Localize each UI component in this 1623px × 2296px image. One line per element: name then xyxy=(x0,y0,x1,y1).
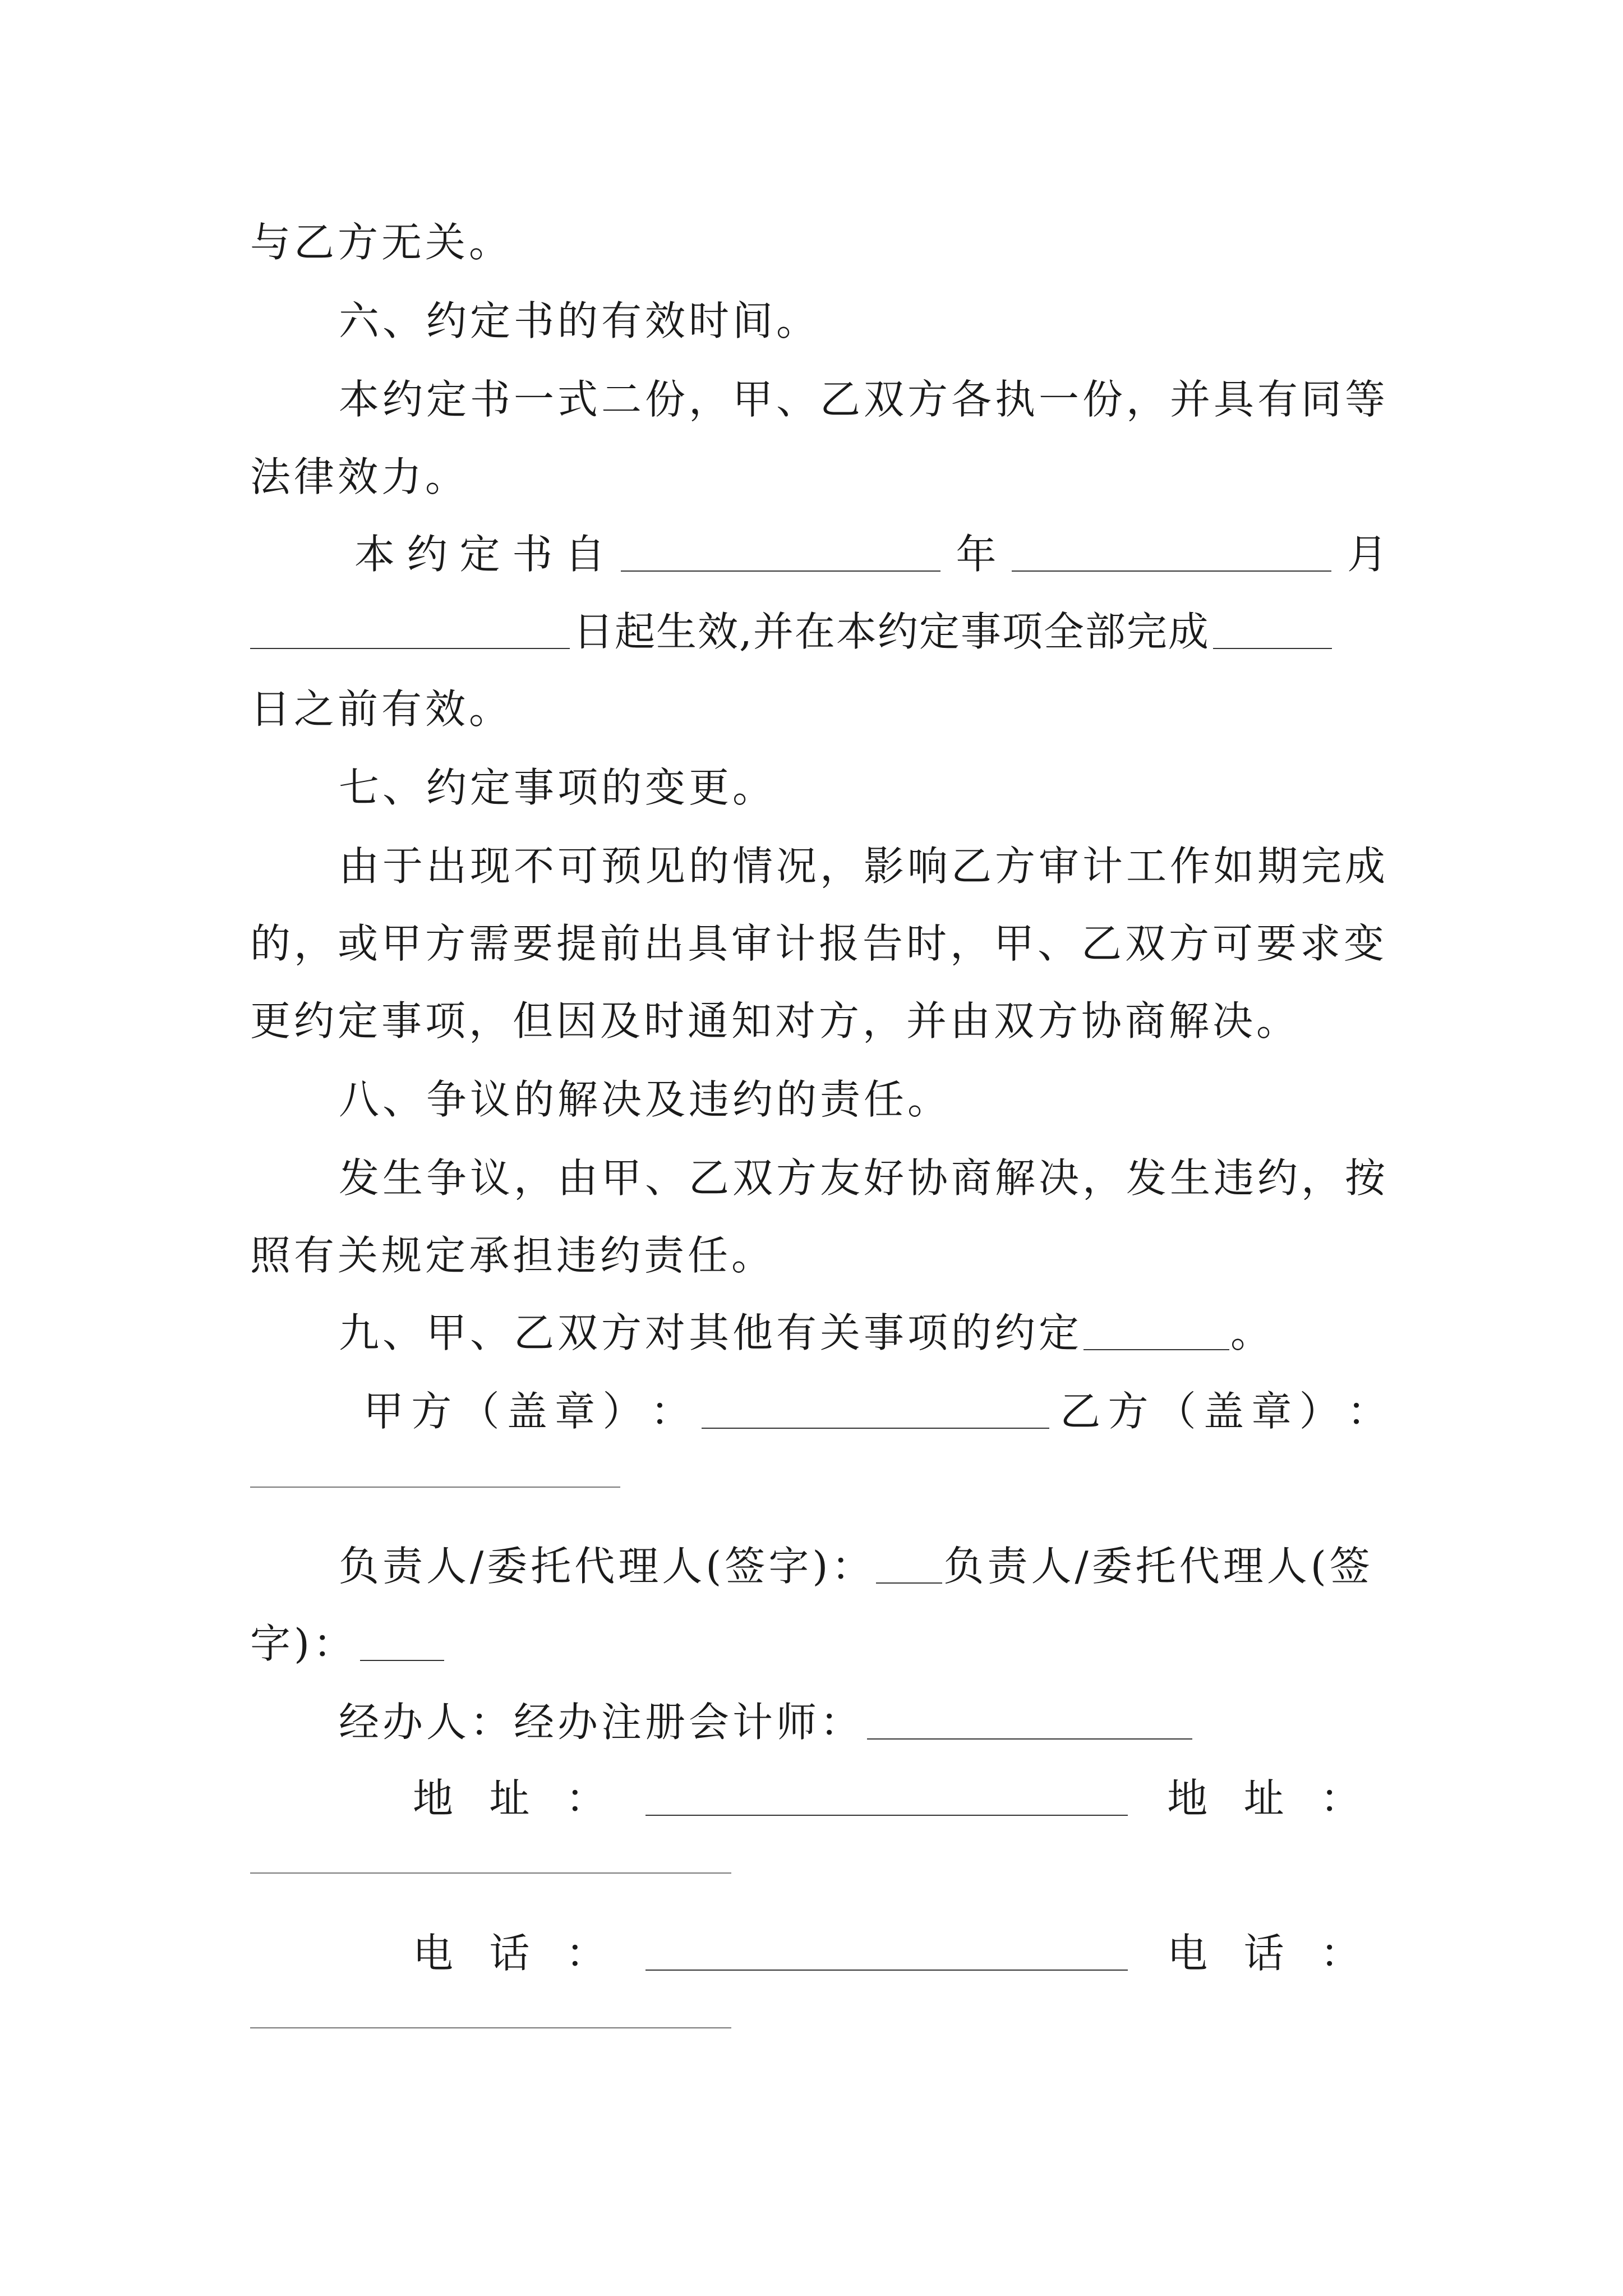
effective-date-line xyxy=(354,526,1387,582)
section-7-title: 七、约定事项的变更。 xyxy=(339,764,777,811)
end-day-blank[interactable] xyxy=(1213,647,1332,649)
paragraph-line: 由于出现不可预见的情况，影响乙方审计工作如期完成 xyxy=(339,843,1389,890)
char: 章 xyxy=(1251,1388,1292,1435)
char: ） xyxy=(1299,1388,1340,1435)
phone-a-blank[interactable] xyxy=(645,1968,1128,1971)
day-blank[interactable] xyxy=(250,647,570,649)
char: 方 xyxy=(411,1388,452,1435)
paragraph-line: 本约定书一式二份，甲、乙双方各执一份，并具有同等 xyxy=(339,376,1389,423)
section-9-line xyxy=(339,1305,1387,1361)
char: 话 xyxy=(489,1930,530,1977)
rep-tail: 字)： xyxy=(250,1620,357,1667)
char: （ xyxy=(1155,1388,1196,1435)
rep-right: 负责人/委托代理人(签 xyxy=(943,1543,1373,1590)
year-blank[interactable] xyxy=(621,569,940,572)
address-a-blank[interactable] xyxy=(645,1814,1128,1816)
char: 方 xyxy=(1108,1388,1149,1435)
representative-line-cont xyxy=(250,1616,1387,1672)
paragraph-line: 与乙方无关。 xyxy=(250,219,513,266)
paragraph-line: 的，或甲方需要提前出具审计报告时，甲、乙双方可要求变 xyxy=(250,920,1388,967)
char: 话 xyxy=(1243,1930,1284,1977)
char: ： xyxy=(565,1775,606,1822)
char: 电 xyxy=(1167,1930,1208,1977)
effective-day-line xyxy=(250,604,1387,660)
char: ： xyxy=(1320,1775,1361,1822)
char: （ xyxy=(459,1388,500,1435)
month-blank[interactable] xyxy=(1012,569,1331,572)
char: 盖 xyxy=(506,1388,547,1435)
party-b-seal-blank[interactable] xyxy=(250,1487,620,1488)
day-text: 日起生效,并在本约定事项全部完成 xyxy=(573,608,1210,655)
char: 址 xyxy=(1243,1775,1284,1822)
section-6-title: 六、约定书的有效时间。 xyxy=(339,297,820,344)
rep-left: 负责人/委托代理人(签字)： xyxy=(339,1543,875,1590)
signature-line xyxy=(363,1383,1387,1439)
char: 址 xyxy=(489,1775,530,1822)
section-8-title: 八、争议的解决及违约的责任。 xyxy=(339,1076,952,1123)
char: 乙 xyxy=(1060,1388,1101,1435)
handler-label: 经办人：经办注册会计师： xyxy=(339,1699,864,1746)
char: 书 xyxy=(512,531,553,578)
char: 章 xyxy=(555,1388,596,1435)
char: 地 xyxy=(1167,1775,1208,1822)
other-matters-blank[interactable] xyxy=(1083,1348,1229,1350)
char: 自 xyxy=(565,531,606,578)
handler-line xyxy=(339,1694,1387,1750)
year-label: 年 xyxy=(956,531,997,578)
paragraph-line: 发生争议，由甲、乙双方友好协商解决，发生违约，按 xyxy=(339,1154,1389,1202)
address-b-blank[interactable] xyxy=(250,1872,731,1874)
period: 。 xyxy=(1230,1309,1275,1356)
char: ： xyxy=(650,1388,691,1435)
char: 盖 xyxy=(1204,1388,1244,1435)
char: 定 xyxy=(459,531,500,578)
paragraph-line: 更约定事项，但因及时通知对方，并由双方协商解决。 xyxy=(250,997,1301,1045)
rep-b-blank[interactable] xyxy=(360,1659,444,1661)
address-line xyxy=(413,1770,1361,1826)
paragraph-line: 法律效力。 xyxy=(250,453,469,500)
phone-line xyxy=(413,1925,1361,1981)
paragraph-line: 照有关规定承担违约责任。 xyxy=(250,1232,776,1279)
char: ： xyxy=(565,1930,606,1977)
char: ） xyxy=(602,1388,643,1435)
paragraph-line: 日之前有效。 xyxy=(250,685,513,733)
representative-line xyxy=(339,1538,1387,1594)
char: ： xyxy=(1320,1930,1361,1977)
phone-b-blank[interactable] xyxy=(250,2027,731,2028)
char: 电 xyxy=(413,1930,454,1977)
section-9-text: 九、甲、乙双方对其他有关事项的约定 xyxy=(339,1309,1083,1356)
char: 地 xyxy=(413,1775,454,1822)
char: 甲 xyxy=(363,1388,404,1435)
char: 本 xyxy=(354,531,395,578)
month-label: 月 xyxy=(1347,531,1387,578)
party-a-seal-blank[interactable] xyxy=(702,1427,1049,1429)
char: ： xyxy=(1347,1388,1387,1435)
char: 约 xyxy=(407,531,448,578)
rep-a-blank[interactable] xyxy=(876,1581,942,1584)
handler-blank[interactable] xyxy=(867,1737,1192,1740)
